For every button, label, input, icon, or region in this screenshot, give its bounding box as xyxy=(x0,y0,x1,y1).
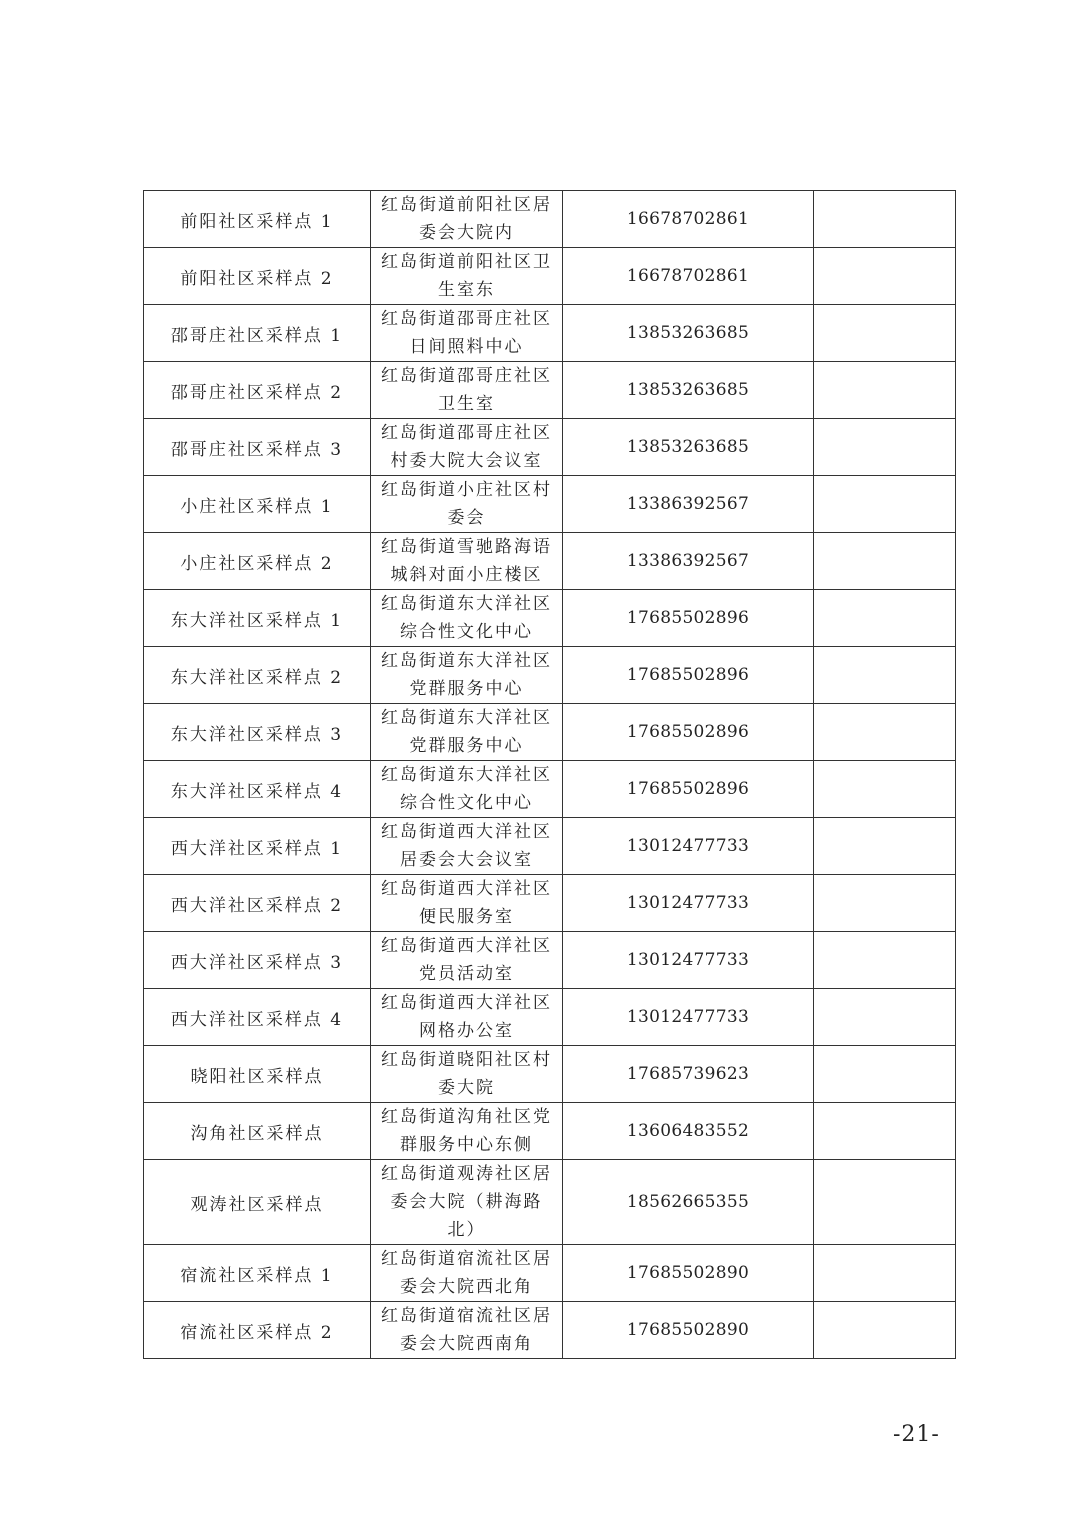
address-cell xyxy=(371,1046,563,1103)
table-row xyxy=(144,305,956,362)
phone-cell-text: 13606483552 xyxy=(626,1121,750,1141)
table-row xyxy=(144,419,956,476)
site-name-cell xyxy=(144,305,371,362)
address-cell-text: 红岛街道西大洋社区居委会大会议室 xyxy=(381,822,552,870)
site-name-cell xyxy=(144,704,371,761)
address-cell-text: 红岛街道东大洋社区综合性文化中心 xyxy=(381,594,552,642)
site-name-cell-text: 前阳社区采样点 1 xyxy=(180,211,334,232)
site-name-cell-text: 小庄社区采样点 1 xyxy=(180,496,334,517)
note-cell xyxy=(814,1245,956,1302)
address-cell-text: 红岛街道宿流社区居委会大院西南角 xyxy=(381,1306,552,1354)
phone-cell xyxy=(563,533,814,590)
phone-cell-text: 13012477733 xyxy=(626,893,750,913)
address-cell xyxy=(371,305,563,362)
phone-cell xyxy=(563,1103,814,1160)
phone-cell-text: 13853263685 xyxy=(626,323,750,343)
phone-cell xyxy=(563,761,814,818)
table-row xyxy=(144,476,956,533)
site-name-cell-text: 东大洋社区采样点 1 xyxy=(170,610,344,631)
address-cell-text: 红岛街道邵哥庄社区日间照料中心 xyxy=(381,309,552,357)
site-name-cell xyxy=(144,1103,371,1160)
phone-cell-text: 16678702861 xyxy=(626,266,750,286)
address-cell-text: 红岛街道小庄社区村委会 xyxy=(381,480,552,528)
phone-cell-text: 17685502896 xyxy=(626,722,750,742)
address-cell xyxy=(371,248,563,305)
phone-cell xyxy=(563,590,814,647)
phone-cell-text: 13012477733 xyxy=(626,836,750,856)
address-cell xyxy=(371,476,563,533)
address-cell xyxy=(371,1302,563,1359)
site-name-cell-text: 宿流社区采样点 2 xyxy=(180,1322,334,1343)
phone-cell xyxy=(563,647,814,704)
address-cell-text: 红岛街道邵哥庄社区卫生室 xyxy=(381,366,552,414)
phone-cell xyxy=(563,419,814,476)
site-name-cell xyxy=(144,362,371,419)
site-name-cell-text: 东大洋社区采样点 4 xyxy=(170,781,344,802)
site-name-cell xyxy=(144,875,371,932)
site-name-cell-text: 邵哥庄社区采样点 2 xyxy=(170,382,344,403)
note-cell xyxy=(814,1160,956,1245)
note-cell xyxy=(814,1302,956,1359)
address-cell-text: 红岛街道东大洋社区综合性文化中心 xyxy=(381,765,552,813)
address-cell xyxy=(371,1160,563,1245)
phone-cell-text: 16678702861 xyxy=(626,209,750,229)
site-name-cell xyxy=(144,1160,371,1245)
address-cell-text: 红岛街道宿流社区居委会大院西北角 xyxy=(381,1249,552,1297)
phone-cell-text: 18562665355 xyxy=(626,1192,750,1212)
address-cell-text: 红岛街道西大洋社区便民服务室 xyxy=(381,879,552,927)
phone-cell-text: 13012477733 xyxy=(626,950,750,970)
note-cell xyxy=(814,533,956,590)
address-cell xyxy=(371,704,563,761)
address-cell-text: 红岛街道前阳社区卫生室东 xyxy=(381,252,552,300)
table-row xyxy=(144,761,956,818)
note-cell xyxy=(814,989,956,1046)
address-cell-text: 红岛街道前阳社区居委会大院内 xyxy=(381,195,552,243)
phone-cell xyxy=(563,818,814,875)
address-cell-text: 红岛街道西大洋社区网格办公室 xyxy=(381,993,552,1041)
phone-cell xyxy=(563,1160,814,1245)
site-name-cell-text: 邵哥庄社区采样点 1 xyxy=(170,325,344,346)
note-cell xyxy=(814,761,956,818)
address-cell-text: 红岛街道雪驰路海语城斜对面小庄楼区 xyxy=(381,537,552,585)
sampling-sites-table xyxy=(143,190,956,1359)
table-row xyxy=(144,248,956,305)
table-row xyxy=(144,1046,956,1103)
table-body xyxy=(144,191,956,1359)
address-cell xyxy=(371,533,563,590)
address-cell xyxy=(371,1103,563,1160)
table-row xyxy=(144,647,956,704)
address-cell xyxy=(371,875,563,932)
phone-cell xyxy=(563,305,814,362)
site-name-cell-text: 西大洋社区采样点 4 xyxy=(170,1009,344,1030)
phone-cell-text: 17685502896 xyxy=(626,779,750,799)
site-name-cell xyxy=(144,533,371,590)
note-cell xyxy=(814,191,956,248)
site-name-cell-text: 晓阳社区采样点 xyxy=(190,1066,324,1087)
address-cell-text: 红岛街道西大洋社区党员活动室 xyxy=(381,936,552,984)
address-cell-text: 红岛街道东大洋社区党群服务中心 xyxy=(381,708,552,756)
note-cell xyxy=(814,248,956,305)
phone-cell xyxy=(563,875,814,932)
site-name-cell-text: 西大洋社区采样点 2 xyxy=(170,895,344,916)
address-cell xyxy=(371,761,563,818)
site-name-cell-text: 前阳社区采样点 2 xyxy=(180,268,334,289)
table-row xyxy=(144,818,956,875)
table-row xyxy=(144,590,956,647)
note-cell xyxy=(814,590,956,647)
table-row xyxy=(144,1245,956,1302)
phone-cell xyxy=(563,1046,814,1103)
address-cell-text: 红岛街道沟角社区党群服务中心东侧 xyxy=(381,1107,552,1155)
site-name-cell-text: 西大洋社区采样点 1 xyxy=(170,838,344,859)
table-row xyxy=(144,1160,956,1245)
phone-cell-text: 17685502890 xyxy=(626,1320,750,1340)
table-row xyxy=(144,1103,956,1160)
site-name-cell xyxy=(144,647,371,704)
note-cell xyxy=(814,305,956,362)
note-cell xyxy=(814,1103,956,1160)
table-row xyxy=(144,932,956,989)
site-name-cell-text: 观涛社区采样点 xyxy=(190,1194,324,1215)
table-row xyxy=(144,875,956,932)
phone-cell-text: 17685739623 xyxy=(626,1064,750,1084)
note-cell xyxy=(814,362,956,419)
note-cell xyxy=(814,1046,956,1103)
phone-cell-text: 17685502896 xyxy=(626,608,750,628)
phone-cell xyxy=(563,191,814,248)
address-cell xyxy=(371,932,563,989)
site-name-cell-text: 宿流社区采样点 1 xyxy=(180,1265,334,1286)
address-cell xyxy=(371,362,563,419)
phone-cell xyxy=(563,1245,814,1302)
phone-cell xyxy=(563,989,814,1046)
site-name-cell-text: 东大洋社区采样点 3 xyxy=(170,724,344,745)
note-cell xyxy=(814,476,956,533)
phone-cell xyxy=(563,362,814,419)
table-row xyxy=(144,1302,956,1359)
phone-cell xyxy=(563,704,814,761)
site-name-cell xyxy=(144,989,371,1046)
site-name-cell xyxy=(144,476,371,533)
phone-cell xyxy=(563,476,814,533)
site-name-cell xyxy=(144,248,371,305)
address-cell xyxy=(371,647,563,704)
table-row xyxy=(144,191,956,248)
site-name-cell xyxy=(144,1046,371,1103)
address-cell-text: 红岛街道晓阳社区村委大院 xyxy=(381,1050,552,1098)
phone-cell-text: 13853263685 xyxy=(626,380,750,400)
note-cell xyxy=(814,704,956,761)
address-cell xyxy=(371,989,563,1046)
address-cell-text: 红岛街道东大洋社区党群服务中心 xyxy=(381,651,552,699)
phone-cell xyxy=(563,248,814,305)
phone-cell-text: 17685502890 xyxy=(626,1263,750,1283)
site-name-cell xyxy=(144,1245,371,1302)
note-cell xyxy=(814,875,956,932)
table-row xyxy=(144,533,956,590)
table-row xyxy=(144,989,956,1046)
site-name-cell xyxy=(144,419,371,476)
note-cell xyxy=(814,419,956,476)
site-name-cell xyxy=(144,932,371,989)
note-cell xyxy=(814,647,956,704)
site-name-cell xyxy=(144,818,371,875)
site-name-cell xyxy=(144,590,371,647)
site-name-cell xyxy=(144,761,371,818)
site-name-cell-text: 东大洋社区采样点 2 xyxy=(170,667,344,688)
phone-cell-text: 13853263685 xyxy=(626,437,750,457)
address-cell xyxy=(371,590,563,647)
table-row xyxy=(144,362,956,419)
site-name-cell xyxy=(144,191,371,248)
address-cell-text: 红岛街道观涛社区居委会大院（耕海路北） xyxy=(381,1164,552,1240)
site-name-cell-text: 沟角社区采样点 xyxy=(190,1123,324,1144)
address-cell xyxy=(371,1245,563,1302)
note-cell xyxy=(814,932,956,989)
address-cell xyxy=(371,419,563,476)
phone-cell xyxy=(563,932,814,989)
site-name-cell xyxy=(144,1302,371,1359)
phone-cell-text: 13386392567 xyxy=(626,494,750,514)
site-name-cell-text: 西大洋社区采样点 3 xyxy=(170,952,344,973)
table-row xyxy=(144,704,956,761)
phone-cell-text: 17685502896 xyxy=(626,665,750,685)
site-name-cell-text: 小庄社区采样点 2 xyxy=(180,553,334,574)
page-number: -21- xyxy=(893,1422,940,1447)
phone-cell-text: 13386392567 xyxy=(626,551,750,571)
address-cell xyxy=(371,191,563,248)
address-cell xyxy=(371,818,563,875)
phone-cell xyxy=(563,1302,814,1359)
address-cell-text: 红岛街道邵哥庄社区村委大院大会议室 xyxy=(381,423,552,471)
site-name-cell-text: 邵哥庄社区采样点 3 xyxy=(170,439,344,460)
phone-cell-text: 13012477733 xyxy=(626,1007,750,1027)
note-cell xyxy=(814,818,956,875)
